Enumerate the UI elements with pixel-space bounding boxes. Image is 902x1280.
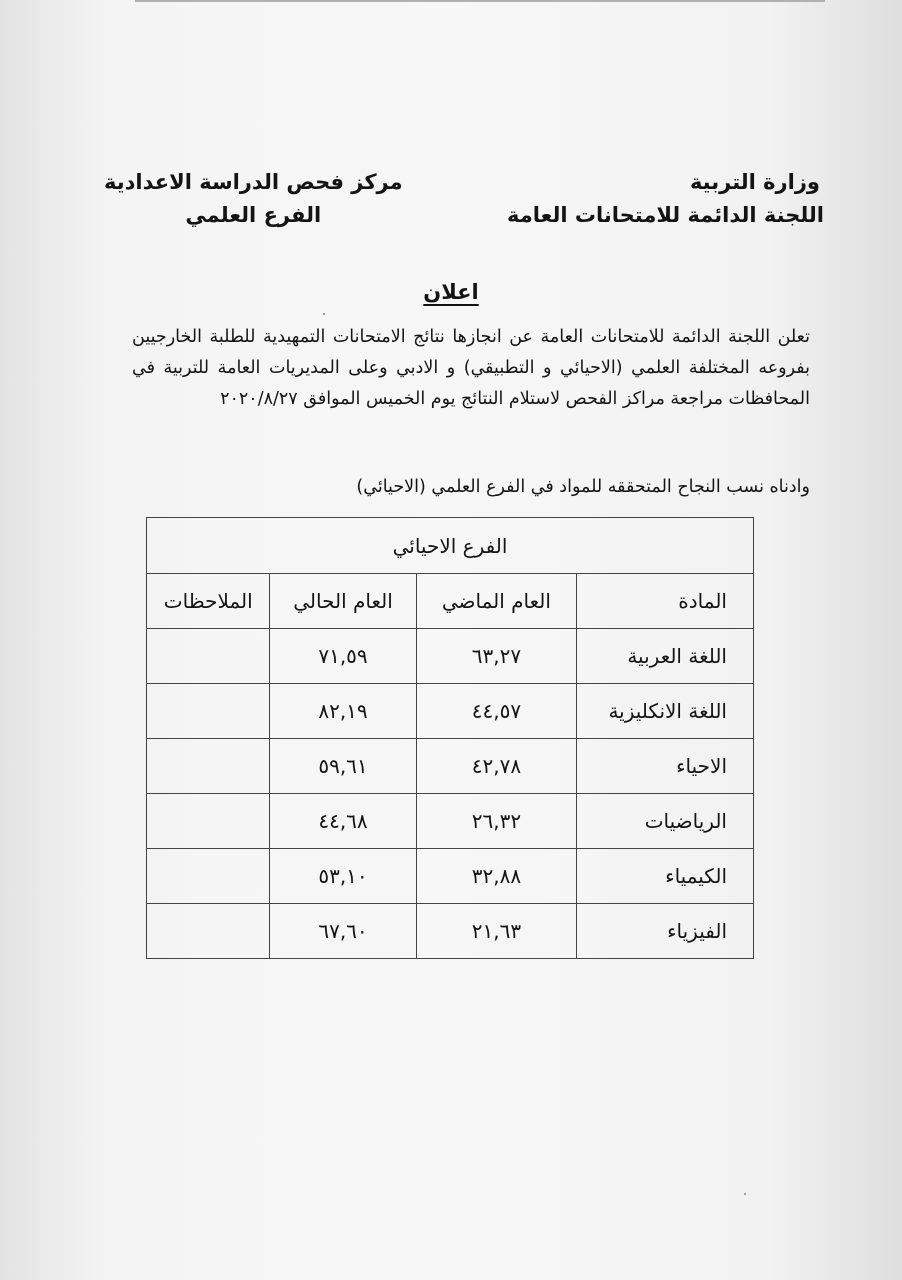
notes-cell [147, 684, 270, 739]
previous-year-cell: ٦٣,٢٧ [416, 629, 577, 684]
subject-cell: اللغة الانكليزية [577, 684, 754, 739]
table-row [147, 739, 754, 794]
table-caption-row [147, 518, 754, 574]
header-current-year: العام الحالي [270, 574, 416, 629]
header-previous-year: العام الماضي [416, 574, 577, 629]
table-row [147, 684, 754, 739]
table-row [147, 904, 754, 959]
subject-cell: الاحياء [577, 739, 754, 794]
top-edge-line [135, 0, 825, 2]
current-year-cell: ٤٤,٦٨ [270, 794, 416, 849]
notes-cell [147, 794, 270, 849]
center-header [104, 166, 403, 232]
header-notes: الملاحظات [147, 574, 270, 629]
table-row [147, 849, 754, 904]
notes-cell [147, 629, 270, 684]
ministry-name: وزارة التربية [689, 170, 820, 194]
previous-year-cell: ٤٢,٧٨ [416, 739, 577, 794]
speck [744, 1193, 746, 1195]
header-subject: المادة [577, 574, 754, 629]
notes-cell [147, 849, 270, 904]
notes-cell [147, 904, 270, 959]
previous-year-cell: ٤٤,٥٧ [416, 684, 577, 739]
current-year-cell: ٨٢,١٩ [270, 684, 416, 739]
current-year-cell: ٥٣,١٠ [270, 849, 416, 904]
ministry-header [507, 166, 824, 232]
branch-name: الفرع العلمي [185, 203, 322, 227]
current-year-cell: ٥٩,٦١ [270, 739, 416, 794]
table-intro-line: وادناه نسب النجاح المتحققه للمواد في الفرع العلمي (الاحيائي) [356, 477, 810, 497]
speck [323, 313, 325, 315]
announcement-title-wrap [0, 280, 902, 304]
center-name: مركز فحص الدراسة الاعدادية [104, 170, 403, 194]
pass-rates-table [146, 517, 754, 959]
table-caption: الفرع الاحيائي [147, 518, 754, 574]
previous-year-cell: ٣٢,٨٨ [416, 849, 577, 904]
previous-year-cell: ٢١,٦٣ [416, 904, 577, 959]
subject-cell: الكيمياء [577, 849, 754, 904]
announcement-paragraph: تعلن اللجنة الدائمة للامتحانات العامة عن انجازها نتائج الامتحانات التمهيدية للطلبة الخارجيين بفروعه المختلفة العلمي (الاحيائي و التطبيقي) و الادبي وعلى المديريات العامة للتربية في المحافظات مراجعة مراكز الفحص لاستلام النتائج يوم الخميس الموافق ٢٠٢٠/٨/٢٧ [132, 327, 810, 409]
current-year-cell: ٧١,٥٩ [270, 629, 416, 684]
subject-cell: اللغة العربية [577, 629, 754, 684]
table-row [147, 794, 754, 849]
subject-cell: الفيزياء [577, 904, 754, 959]
notes-cell [147, 739, 270, 794]
current-year-cell: ٦٧,٦٠ [270, 904, 416, 959]
previous-year-cell: ٢٦,٣٢ [416, 794, 577, 849]
committee-name: اللجنة الدائمة للامتحانات العامة [507, 203, 824, 227]
announcement-title: اعلان [423, 280, 479, 304]
subject-cell: الرياضيات [577, 794, 754, 849]
table-row [147, 629, 754, 684]
table-header-row [147, 574, 754, 629]
